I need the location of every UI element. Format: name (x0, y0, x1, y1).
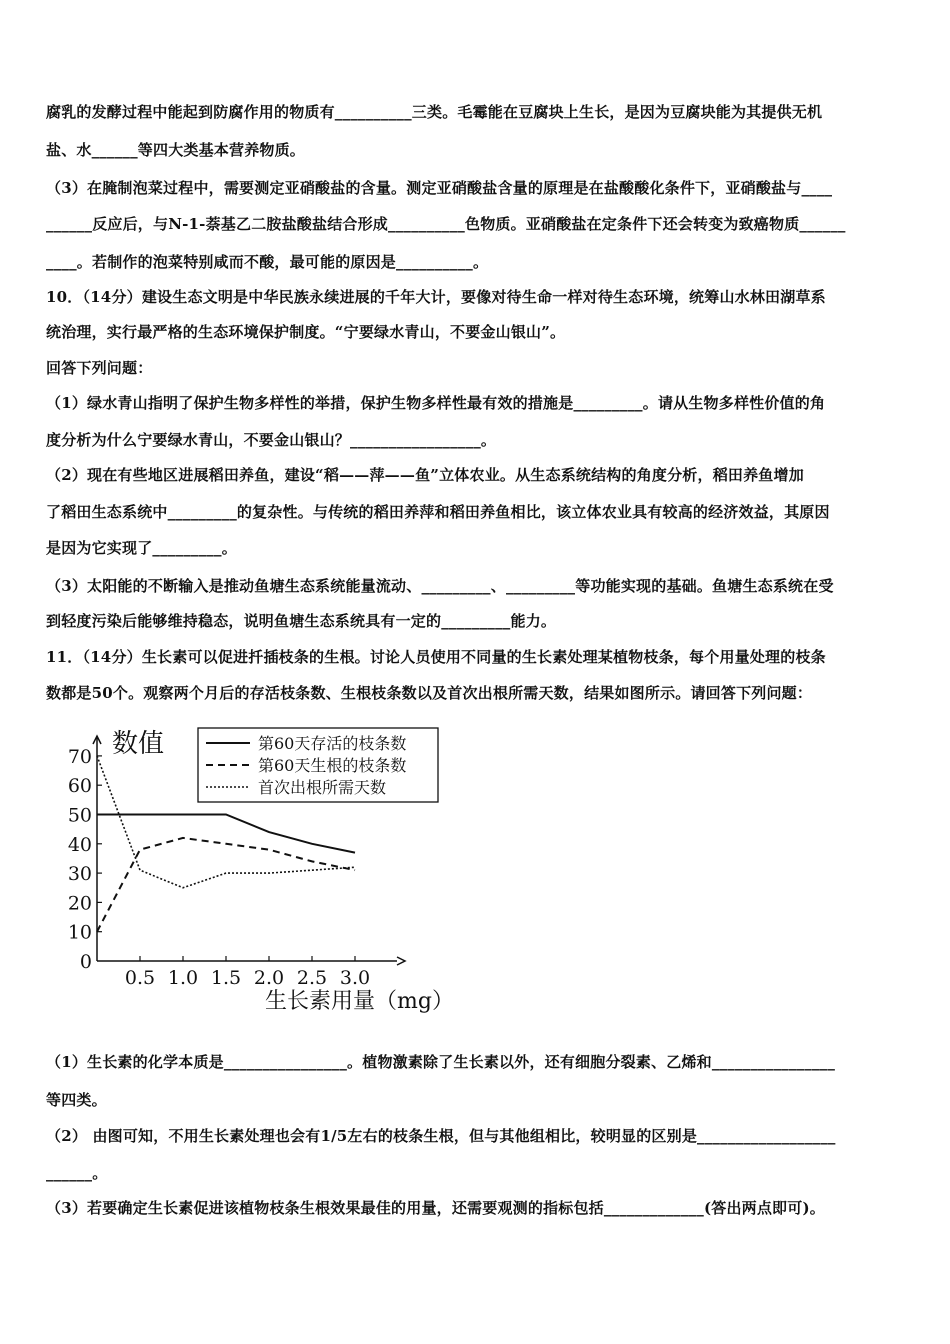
text-line: （2）现在有些地区进展稻田养鱼，建设“稻——萍——鱼”立体农业。从生态系统结构的角度分析，稻田养鱼增加 (46, 466, 804, 484)
x-tick-label: 2.5 (296, 967, 328, 989)
text-line: ______。 (46, 1164, 108, 1182)
text-line: 统治理，实行最严格的生态环境保护制度。“宁要绿水青山，不要金山银山”。 (46, 323, 566, 341)
series-line-2 (97, 838, 355, 932)
text-line: （3）太阳能的不断输入是推动鱼塘生态系统能量流动、_________、_________等功能实现的基础。鱼塘生态系统在受 (46, 577, 834, 595)
y-tick-label: 40 (67, 833, 92, 856)
y-tick-label: 20 (67, 892, 92, 915)
y-tick-label: 50 (67, 804, 92, 827)
text-line: 度分析为什么宁要绿水青山，不要金山银山？_________________。 (46, 431, 497, 449)
text-line: 等四类。 (46, 1091, 107, 1109)
text-line: 回答下列问题： (46, 359, 153, 377)
text-line: 是因为它实现了_________。 (46, 539, 237, 557)
text-line: ______反应后，与N-1-萘基乙二胺盐酸盐结合形成__________色物质。亚硝酸盐在定条件下还会转变为致癌物质______ (46, 215, 846, 233)
legend-label: 第60天存活的枝条数 (258, 734, 407, 753)
text-line: （3）在腌制泡菜过程中，需要测定亚硝酸盐的含量。测定亚硝酸盐含量的原理是在盐酸酸化条件下，亚硝酸盐与____ (46, 179, 833, 197)
text-line: 腐乳的发酵过程中能起到防腐作用的物质有__________三类。毛霉能在豆腐块上生长，是因为豆腐块能为其提供无机 (46, 103, 823, 121)
x-tick-label: 0.5 (124, 967, 156, 989)
series-line-1 (97, 815, 355, 853)
text-line: （1）生长素的化学本质是________________。植物激素除了生长素以外，还有细胞分裂素、乙烯和________________ (46, 1053, 836, 1071)
legend-label: 首次出根所需天数 (258, 778, 387, 797)
chart-xlabel: 生长素用量（mg） (265, 989, 454, 1014)
text-line: 数都是50个。观察两个月后的存活枝条数、生根枝条数以及首次出根所需天数，结果如图所示。请回答下列问题： (46, 684, 813, 702)
y-tick-label: 10 (67, 921, 92, 944)
text-line: 盐、水______等四大类基本营养物质。 (46, 141, 306, 159)
legend-label: 第60天生根的枝条数 (258, 756, 407, 775)
text-line: （3）若要确定生长素促进该植物枝条生根效果最佳的用量，还需要观测的指标包括_____________(答出两点即可)。 (46, 1199, 825, 1217)
y-tick-label: 70 (67, 745, 92, 768)
text-line: （1）绿水青山指明了保护生物多样性的举措，保护生物多样性最有效的措施是_________。请从生物多样性价值的角 (46, 394, 826, 412)
x-tick-label: 1.5 (210, 967, 242, 989)
text-line: 了稻田生态系统中_________的复杂性。与传统的稻田养萍和稻田养鱼相比，该立体农业具有较高的经济效益，其原因 (46, 503, 830, 521)
text-line: 到轻度污染后能够维持稳态，说明鱼塘生态系统具有一定的_________能力。 (46, 612, 557, 630)
x-tick-label: 1.0 (167, 967, 199, 989)
chart-ylabel: 数值 (112, 729, 165, 759)
x-axis-arrow (397, 957, 405, 965)
x-tick-label: 3.0 (339, 967, 371, 989)
text-line: 10．（14分）建设生态文明是中华民族永续进展的千年大计，要像对待生命一样对待生态环境，统筹山水林田湖草系 (46, 288, 826, 306)
x-tick-label: 2.0 (253, 967, 285, 989)
text-line: （2） 由图可知，不用生长素处理也会有1/5左右的枝条生根，但与其他组相比，较明显的区别是__________________ (46, 1127, 836, 1145)
y-tick-label: 60 (67, 775, 92, 798)
text-line: ____。若制作的泡菜特别咸而不酸，最可能的原因是__________。 (46, 253, 489, 271)
y-tick-label: 30 (67, 863, 92, 886)
chart-legend (198, 728, 438, 802)
growth-hormone-chart (60, 718, 480, 1018)
y-tick-label: 0 (79, 951, 92, 973)
text-line: 11．（14分）生长素可以促进扦插枝条的生根。讨论人员使用不同量的生长素处理某植物枝条，每个用量处理的枝条 (46, 648, 826, 666)
